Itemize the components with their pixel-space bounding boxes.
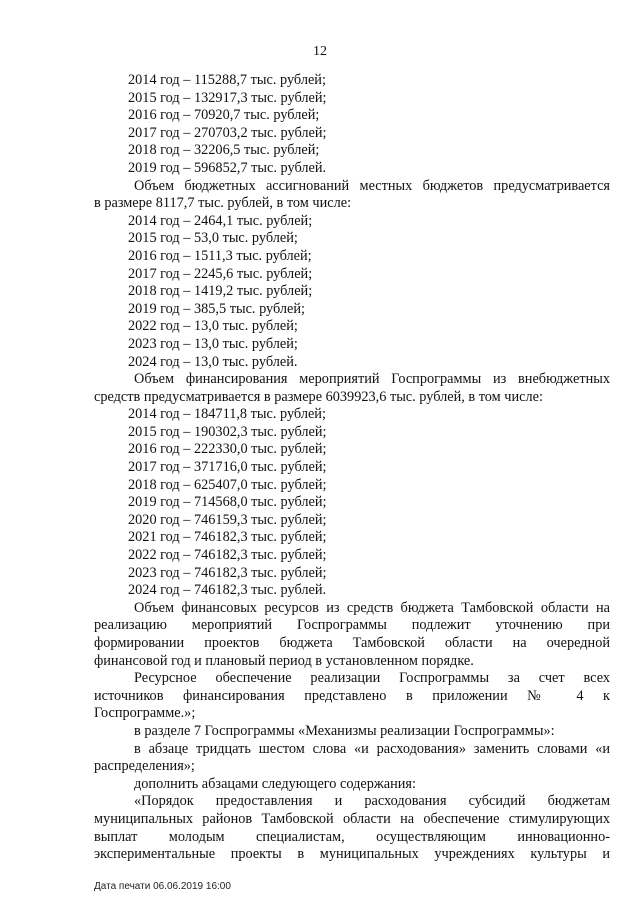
list-item: 2014 год – 2464,1 тыс. рублей; — [128, 212, 313, 229]
paragraph-line: «Порядок предоставления и расходования субсидий бюджетам — [134, 793, 610, 810]
list-item: 2017 год – 2245,6 тыс. рублей; — [128, 265, 313, 282]
paragraph-line: реализацию мероприятий Госпрограммы подлежит уточнению при — [94, 617, 610, 634]
list-item: 2017 год – 371716,0 тыс. рублей; — [128, 459, 327, 476]
paragraph-line: в размере 8117,7 тыс. рублей, в том числе: — [94, 195, 352, 212]
list-item: 2015 год – 132917,3 тыс. рублей; — [128, 89, 327, 106]
list-item: 2015 год – 53,0 тыс. рублей; — [128, 230, 298, 247]
paragraph-line: муниципальных районов Тамбовской области на обеспечение стимулирующих — [94, 810, 610, 827]
section7-paragraph: в разделе 7 Госпрограммы «Механизмы реализации Госпрограммы»: — [134, 722, 555, 739]
extrabudgetary-paragraph — [94, 371, 610, 406]
print-date: Дата печати 06.06.2019 16:00 — [94, 881, 231, 892]
list-item: 2023 год – 746182,3 тыс. рублей; — [128, 564, 327, 581]
add-paragraphs-line: дополнить абзацами следующего содержания: — [134, 775, 416, 792]
paragraph-line: Объем финансовых ресурсов из средств бюджета Тамбовской области на — [134, 599, 610, 616]
list-item: 2015 год – 190302,3 тыс. рублей; — [128, 423, 327, 440]
paragraph-line: средств предусматривается в размере 6039923,6 тыс. рублей, в том числе: — [94, 388, 543, 405]
paragraph-line: Объем финансирования мероприятий Госпрограммы из внебюджетных — [134, 371, 610, 388]
resource-support-paragraph — [94, 670, 610, 723]
list-item: 2019 год – 596852,7 тыс. рублей. — [128, 159, 327, 176]
paragraph-line: Объем бюджетных ассигнований местных бюджетов предусматривается — [134, 177, 610, 194]
list-item: 2016 год – 70920,7 тыс. рублей; — [128, 107, 320, 124]
paragraph-line: источников финансирования представлено в приложении № 4 к — [94, 687, 610, 704]
paragraph-line: Госпрограмме.»; — [94, 705, 196, 722]
list-item: 2014 год – 115288,7 тыс. рублей; — [128, 72, 326, 88]
list-item: 2014 год – 184711,8 тыс. рублей; — [128, 406, 326, 423]
list-item: 2020 год – 746159,3 тыс. рублей; — [128, 511, 327, 528]
list-item: 2018 год – 625407,0 тыс. рублей; — [128, 476, 327, 493]
list-item: 2017 год – 270703,2 тыс. рублей; — [128, 124, 327, 141]
order-paragraph — [94, 793, 610, 863]
list-item: 2021 год – 746182,3 тыс. рублей; — [128, 529, 327, 546]
paragraph-line: Ресурсное обеспечение реализации Госпрограммы за счет всех — [134, 670, 610, 687]
list-item: 2019 год – 714568,0 тыс. рублей; — [128, 494, 327, 511]
list-item: 2024 год – 746182,3 тыс. рублей. — [128, 582, 327, 599]
list-item: 2019 год – 385,5 тыс. рублей; — [128, 300, 306, 317]
paragraph-line: распределения»; — [94, 758, 195, 775]
paragraph-line: в абзаце тридцать шестом слова «и расходования» заменить словами «и — [134, 740, 610, 757]
list-item: 2023 год – 13,0 тыс. рублей; — [128, 335, 298, 352]
list-item: 2018 год – 32206,5 тыс. рублей; — [128, 142, 320, 159]
extrabudgetary-years-list — [94, 406, 610, 600]
local-budget-paragraph — [94, 178, 610, 213]
list-item: 2022 год – 746182,3 тыс. рублей; — [128, 547, 327, 564]
local-budget-years-list — [94, 213, 610, 371]
paragraph-line: формировании проектов бюджета Тамбовской области на очередной — [94, 635, 610, 651]
abzac-paragraph — [94, 741, 610, 776]
page-number: 12 — [313, 44, 327, 59]
regional-budget-years-list — [94, 72, 610, 178]
document-body — [94, 72, 610, 864]
resources-paragraph — [94, 600, 610, 670]
list-item: 2016 год – 1511,3 тыс. рублей; — [128, 247, 312, 264]
paragraph-line: выплат молодым специалистам, осуществляющим инновационно- — [94, 828, 610, 845]
list-item: 2022 год – 13,0 тыс. рублей; — [128, 318, 298, 335]
list-item: 2018 год – 1419,2 тыс. рублей; — [128, 283, 313, 300]
paragraph-line: экспериментальные проекты в муниципальных учреждениях культуры и — [94, 846, 610, 863]
list-item: 2016 год – 222330,0 тыс. рублей; — [128, 441, 327, 458]
paragraph-line: финансовой год и плановый период в установленном порядке. — [94, 652, 474, 669]
list-item: 2024 год – 13,0 тыс. рублей. — [128, 353, 298, 370]
